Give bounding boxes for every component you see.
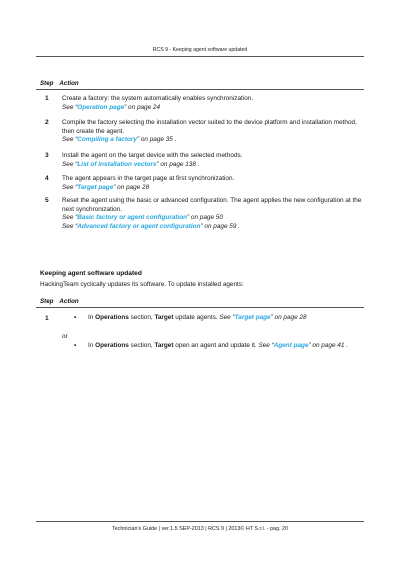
- step-number: 2: [45, 119, 49, 126]
- col-action-label: Action: [59, 80, 79, 87]
- bullet-icon: •: [74, 314, 77, 321]
- step-number: 3: [45, 152, 49, 159]
- col-step-label: Step: [40, 298, 54, 305]
- or-label: or: [62, 333, 68, 340]
- header-rule: [36, 56, 364, 57]
- link-advanced-configuration[interactable]: Advanced factory or agent configuration: [77, 222, 201, 230]
- see-reference: See “Compiling a factory” on page 35 .: [62, 136, 177, 144]
- see-reference: See “Operation page” on page 24: [62, 103, 161, 111]
- footer-rule: [36, 521, 364, 522]
- col-action-label: Action: [59, 298, 79, 305]
- col-step-label: Step: [40, 80, 54, 87]
- running-header: RCS 9 - Keeping agent software updated: [152, 47, 248, 53]
- step-number: 4: [45, 175, 49, 182]
- step-number: 1: [45, 95, 49, 102]
- table2-header-rule: [36, 307, 364, 308]
- link-compiling-factory[interactable]: Compiling a factory: [77, 136, 137, 144]
- step-text: Compile the factory selecting the installation vector suited to the device platform and installation method, then create the agent.: [62, 119, 357, 135]
- link-basic-configuration[interactable]: Basic factory or agent configuration: [77, 214, 188, 222]
- step-text: Create a factory: the system automatically enables synchronization.: [62, 95, 254, 102]
- page-footer: Technician's Guide | ver.1.5 SEP-2013 | RCS 9 | 2013© HT S.r.l. - pag. 20: [111, 526, 288, 532]
- step-text: The agent appears in the target page at first synchronization.: [62, 175, 235, 182]
- bullet-icon: •: [74, 342, 77, 349]
- link-operation-page[interactable]: Operation page: [77, 103, 125, 111]
- step-number: 5: [45, 197, 49, 204]
- see-reference: See “Basic factory or agent configuration” on page 50: [62, 214, 223, 222]
- section-intro: HackingTeam cyclically updates its software. To update installed agents:: [40, 281, 244, 288]
- section-title: Keeping agent software updated: [40, 270, 142, 277]
- step-text: Reset the agent using the basic or advanced configuration. The agent applies the new configuration at the next synchronization.: [62, 197, 362, 213]
- see-reference: See “Target page” on page 28: [62, 183, 150, 191]
- link-target-page[interactable]: Target page: [234, 314, 271, 321]
- link-target-page[interactable]: Target page: [77, 183, 114, 191]
- table1-header-rule: [36, 89, 364, 90]
- link-installation-vectors[interactable]: List of installation vectors: [77, 160, 157, 168]
- see-reference: See “List of installation vectors” on page 138 .: [62, 160, 200, 168]
- table1-header: [40, 80, 79, 87]
- step-number: 1: [45, 315, 49, 322]
- see-reference: See “Advanced factory or agent configuration” on page 59 .: [62, 222, 240, 230]
- table2-header: [40, 298, 79, 305]
- step-text: Install the agent on the target device with the selected methods.: [62, 152, 243, 159]
- link-agent-page[interactable]: Agent page: [273, 342, 309, 349]
